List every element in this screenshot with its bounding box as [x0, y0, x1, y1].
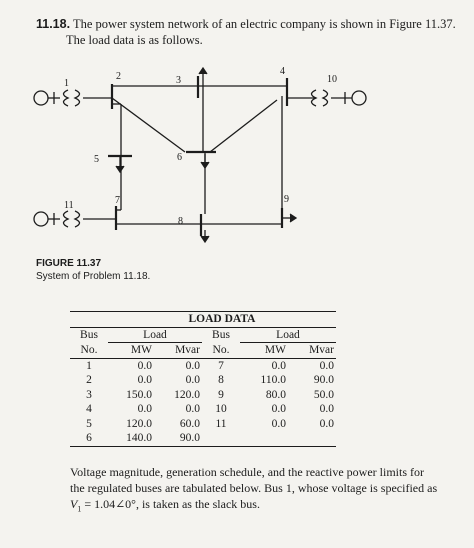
table-col-header: Mvar — [309, 344, 334, 357]
bus-label: 1 — [64, 78, 69, 89]
table-cell: 90.0 — [179, 432, 200, 445]
table-cell: 8 — [218, 374, 224, 387]
table-col-header: Mvar — [175, 344, 200, 357]
table-cell: 0.0 — [137, 359, 152, 372]
table-cell: 120.0 — [174, 388, 200, 401]
table-cell: 0.0 — [271, 417, 286, 430]
generator-10-icon — [331, 91, 366, 105]
table-cell: 0.0 — [185, 359, 200, 372]
table-row — [70, 373, 336, 388]
bottom-paragraph — [70, 464, 460, 517]
bus-label: 7 — [115, 195, 120, 206]
table-cell: 150.0 — [126, 388, 152, 401]
table-cell: 1 — [86, 359, 92, 372]
slack-bus-text: = 1.04∠0°, is taken as the slack bus. — [81, 497, 260, 511]
bus-label: 3 — [176, 75, 181, 86]
table-col-header: MW — [130, 344, 152, 357]
table-row — [70, 358, 336, 373]
power-network-diagram — [0, 0, 474, 260]
table-group-header: Bus — [212, 329, 230, 341]
bus-label: 8 — [178, 216, 183, 227]
bottom-line3 — [70, 496, 460, 517]
table-cell: 0.0 — [137, 403, 152, 416]
table-cell: 0.0 — [137, 374, 152, 387]
generator-1-icon — [34, 90, 112, 106]
bus-label: 2 — [116, 71, 121, 82]
table-cell: 7 — [218, 359, 224, 372]
table-col-header: No. — [212, 344, 230, 356]
table-cell: 2 — [86, 374, 92, 387]
load-data-table — [70, 311, 336, 447]
table-col-header: No. — [80, 344, 98, 356]
figure-title: FIGURE 11.37 — [36, 258, 102, 269]
table-cell: 0.0 — [185, 374, 200, 387]
bottom-line1: Voltage magnitude, generation schedule, and the reactive power limits for — [70, 465, 424, 479]
voltage-subscript: 1 — [77, 504, 82, 514]
table-cell: 0.0 — [319, 359, 334, 372]
table-cell: 9 — [218, 388, 224, 401]
table-cell: 120.0 — [126, 417, 152, 430]
table-group-header: Load — [240, 327, 336, 343]
table-cell: 0.0 — [271, 403, 286, 416]
table-cell: 10 — [215, 403, 227, 416]
table-cell: 0.0 — [319, 417, 334, 430]
table-cell: 50.0 — [313, 388, 334, 401]
table-cell — [288, 431, 336, 446]
generator-11-icon — [34, 211, 116, 227]
table-cell: 11 — [215, 417, 227, 430]
table-cell: 3 — [86, 388, 92, 401]
table-cell: 80.0 — [265, 388, 286, 401]
table-row — [70, 417, 336, 432]
table-group-header: Bus — [80, 329, 98, 341]
table-cell: 6 — [86, 432, 92, 445]
bus-label: 10 — [327, 74, 337, 85]
bus-label: 11 — [64, 200, 74, 211]
table-cell: 60.0 — [179, 417, 200, 430]
table-cell: 0.0 — [271, 359, 286, 372]
table-cell: 0.0 — [319, 403, 334, 416]
table-cell: 140.0 — [126, 432, 152, 445]
table-cell — [240, 431, 288, 446]
table-row — [70, 431, 336, 446]
problem-text-line2: The load data is as follows. — [66, 33, 203, 47]
table-cell: 0.0 — [185, 403, 200, 416]
bus-label: 6 — [177, 152, 182, 163]
table-cell — [202, 431, 240, 446]
table-row — [70, 388, 336, 403]
table-group-header: Load — [108, 327, 202, 343]
table-cell: 4 — [86, 403, 92, 416]
table-title: LOAD DATA — [70, 312, 336, 328]
table-row — [70, 402, 336, 417]
bus-label: 9 — [284, 194, 289, 205]
bus-label: 5 — [94, 154, 99, 165]
bottom-line2: the regulated buses are tabulated below. Bus 1, whose voltage is specified as — [70, 481, 438, 495]
voltage-symbol: V — [70, 497, 78, 511]
figure-caption: System of Problem 11.18. — [36, 271, 151, 282]
table-col-header: MW — [264, 344, 286, 357]
table-cell: 110.0 — [260, 374, 286, 387]
problem-text-line1: The power system network of an electric company is shown in Figure 11.37. — [72, 17, 456, 31]
table-cell: 5 — [86, 417, 92, 430]
bus-label: 4 — [280, 66, 285, 77]
problem-number: 11.18. — [36, 17, 71, 31]
table-cell: 90.0 — [313, 374, 334, 387]
